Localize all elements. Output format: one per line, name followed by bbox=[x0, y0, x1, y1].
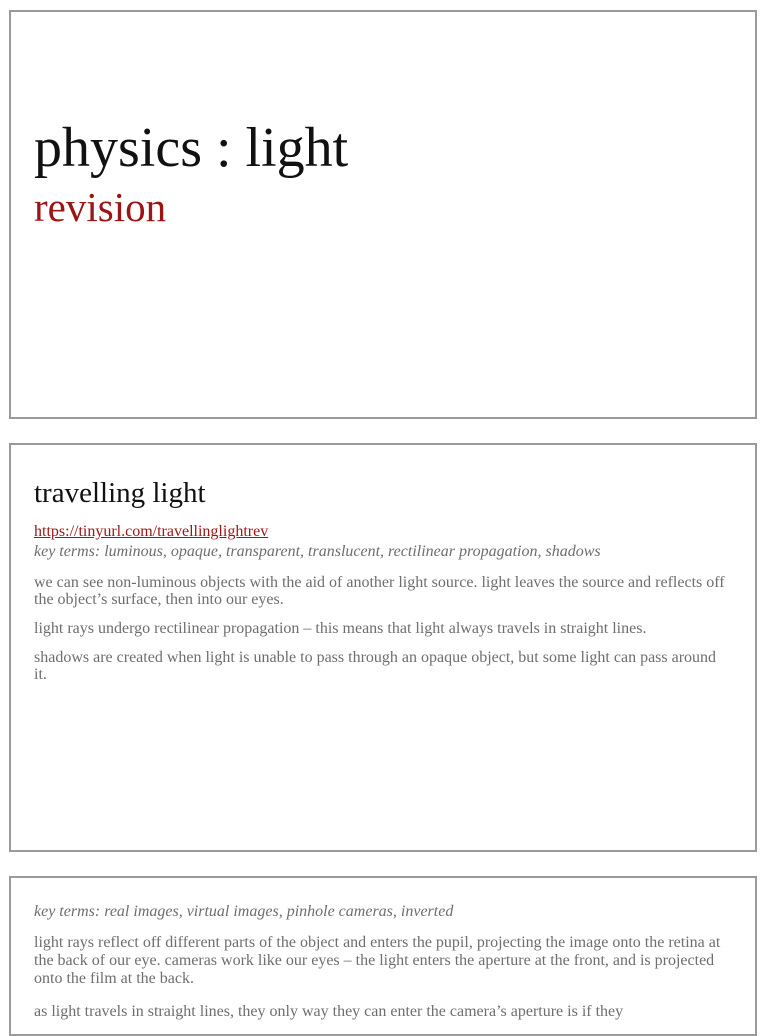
slide-title: physics : light bbox=[34, 117, 349, 179]
paragraph: we can see non-luminous objects with the aid of another light source. light leaves the source and reflects off the object’s surface, then into our eyes. bbox=[34, 574, 725, 608]
paragraph: light rays reflect off different parts of the object and enters the pupil, projecting the image onto the retina at the back of our eye. cameras work like our eyes – the light enters the aperture at the front, and is projected onto the film at the back. bbox=[34, 934, 721, 987]
paragraph: shadows are created when light is unable to pass through an opaque object, but some light can pass around it. bbox=[34, 649, 717, 683]
paragraph: light rays undergo rectilinear propagation – this means that light always travels in straight lines. bbox=[34, 620, 647, 637]
key-terms: key terms: real images, virtual images, pinhole cameras, inverted bbox=[34, 903, 454, 920]
section-heading: travelling light bbox=[34, 477, 206, 509]
paragraph: as light travels in straight lines, they only way they can enter the camera’s aperture is if they bbox=[34, 1003, 624, 1020]
slide-content bbox=[34, 475, 729, 695]
slide-content bbox=[34, 902, 729, 1036]
revision-link[interactable]: https://tinyurl.com/travellinglightrev bbox=[34, 523, 269, 540]
slide-subtitle: revision bbox=[34, 184, 167, 230]
images-slide bbox=[9, 876, 757, 1036]
travelling-light-slide bbox=[9, 443, 757, 852]
title-slide bbox=[9, 10, 757, 419]
key-terms: key terms: luminous, opaque, transparent, translucent, rectilinear propagation, shadows bbox=[34, 543, 601, 560]
